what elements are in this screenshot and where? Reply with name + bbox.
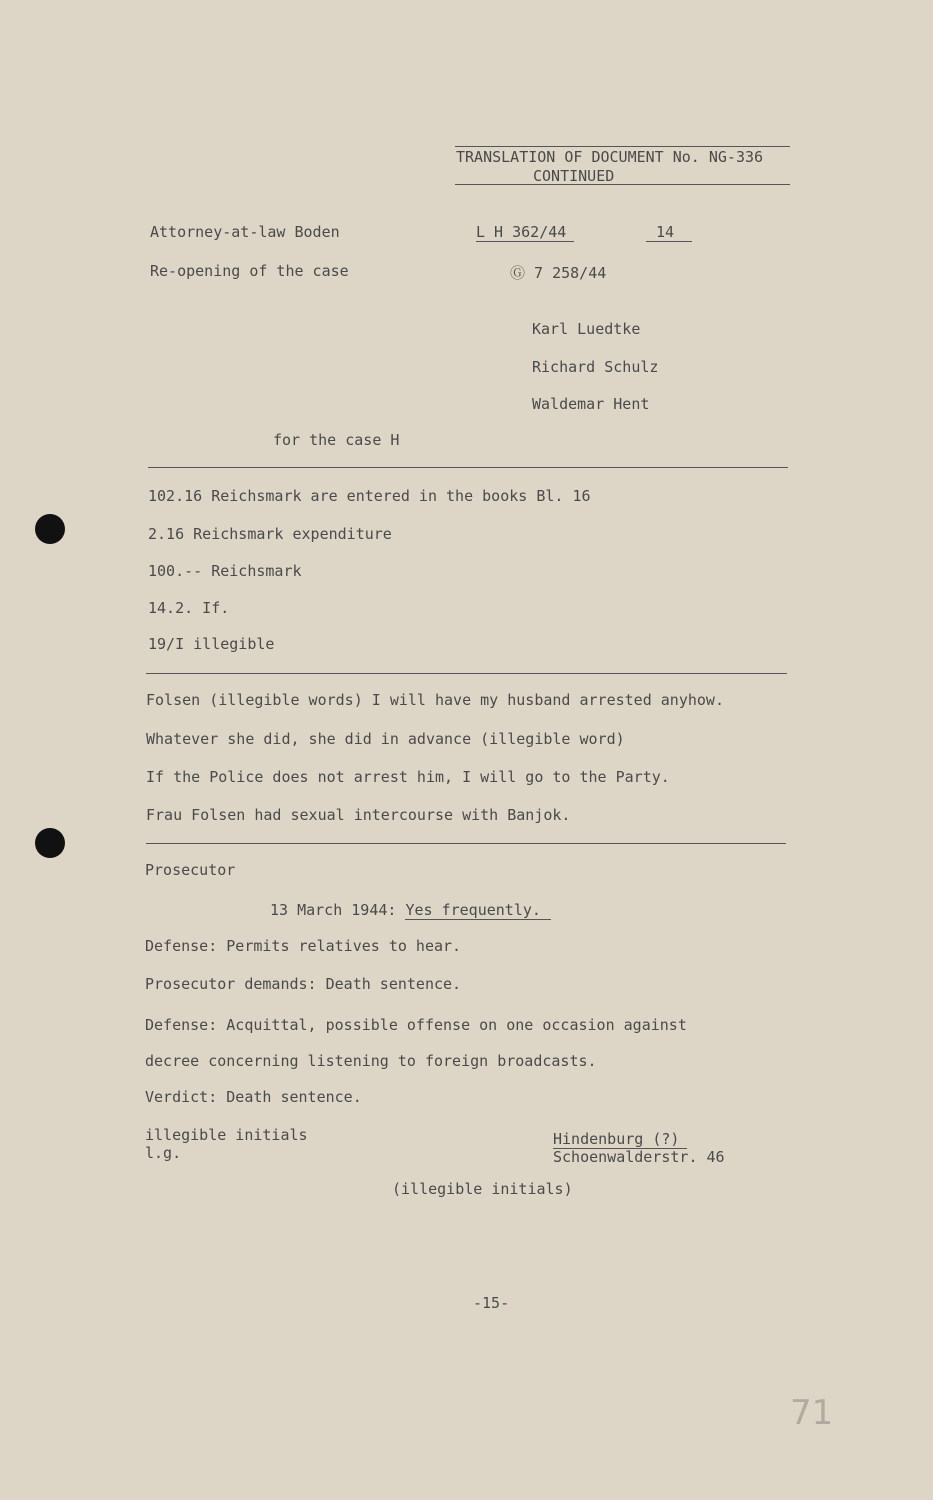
defendant-name: Waldemar Hent (532, 395, 650, 413)
defense-statement: decree concerning listening to foreign broadcasts. (145, 1052, 597, 1070)
signature-left: illegible initials (145, 1126, 308, 1144)
defendant-name: Karl Luedtke (532, 320, 641, 338)
testimony-answer: Yes frequently. (405, 901, 550, 920)
defense-statement: Defense: Acquittal, possible offense on one occasion against (145, 1016, 687, 1034)
pencil-annotation: 71 (790, 1393, 834, 1433)
document-title: TRANSLATION OF DOCUMENT No. NG-336 (456, 148, 764, 166)
section-divider (146, 673, 787, 674)
case-page-number: 14 (646, 223, 692, 242)
statement-line: Whatever she did, she did in advance (illegible word) (146, 730, 625, 748)
attorney-name: Attorney-at-law Boden (150, 223, 340, 241)
punch-hole (35, 514, 65, 544)
prosecutor-demand: Prosecutor demands: Death sentence. (145, 975, 462, 993)
for-case-label: for the case H (273, 431, 400, 449)
defense-statement: Defense: Permits relatives to hear. (145, 937, 462, 955)
account-line: 100.-- Reichsmark (148, 562, 302, 580)
statement-line: If the Police does not arrest him, I will go to the Party. (146, 768, 670, 786)
verdict-line: Verdict: Death sentence. (145, 1088, 362, 1106)
prosecutor-heading: Prosecutor (145, 861, 236, 879)
account-line: 14.2. If. (148, 599, 230, 617)
testimony-line (270, 901, 551, 919)
case-reference: L H 362/44 (476, 223, 574, 242)
testimony-date: 13 March 1944: (270, 901, 406, 919)
header-rule-bottom (455, 184, 790, 185)
signature-address: Schoenwalderstr. 46 (553, 1148, 725, 1166)
g-reference: Ⓖ 7 258/44 (510, 264, 607, 282)
reopening-label: Re-opening of the case (150, 262, 349, 280)
account-line: 19/I illegible (148, 635, 275, 653)
continued-label: CONTINUED (533, 167, 615, 185)
statement-line: Folsen (illegible words) I will have my husband arrested anyhow. (146, 691, 724, 709)
page-number: -15- (473, 1294, 510, 1312)
punch-hole (35, 828, 65, 858)
header-rule-top (455, 146, 790, 147)
signature-center: (illegible initials) (392, 1180, 573, 1198)
account-line: 2.16 Reichsmark expenditure (148, 525, 392, 543)
signature-right: Hindenburg (?) (553, 1130, 687, 1149)
section-divider (148, 467, 788, 468)
signature-left-initials: l.g. (145, 1144, 182, 1162)
account-line: 102.16 Reichsmark are entered in the books Bl. 16 (148, 487, 591, 505)
section-divider (146, 843, 786, 844)
defendant-name: Richard Schulz (532, 358, 659, 376)
statement-line: Frau Folsen had sexual intercourse with Banjok. (146, 806, 571, 824)
